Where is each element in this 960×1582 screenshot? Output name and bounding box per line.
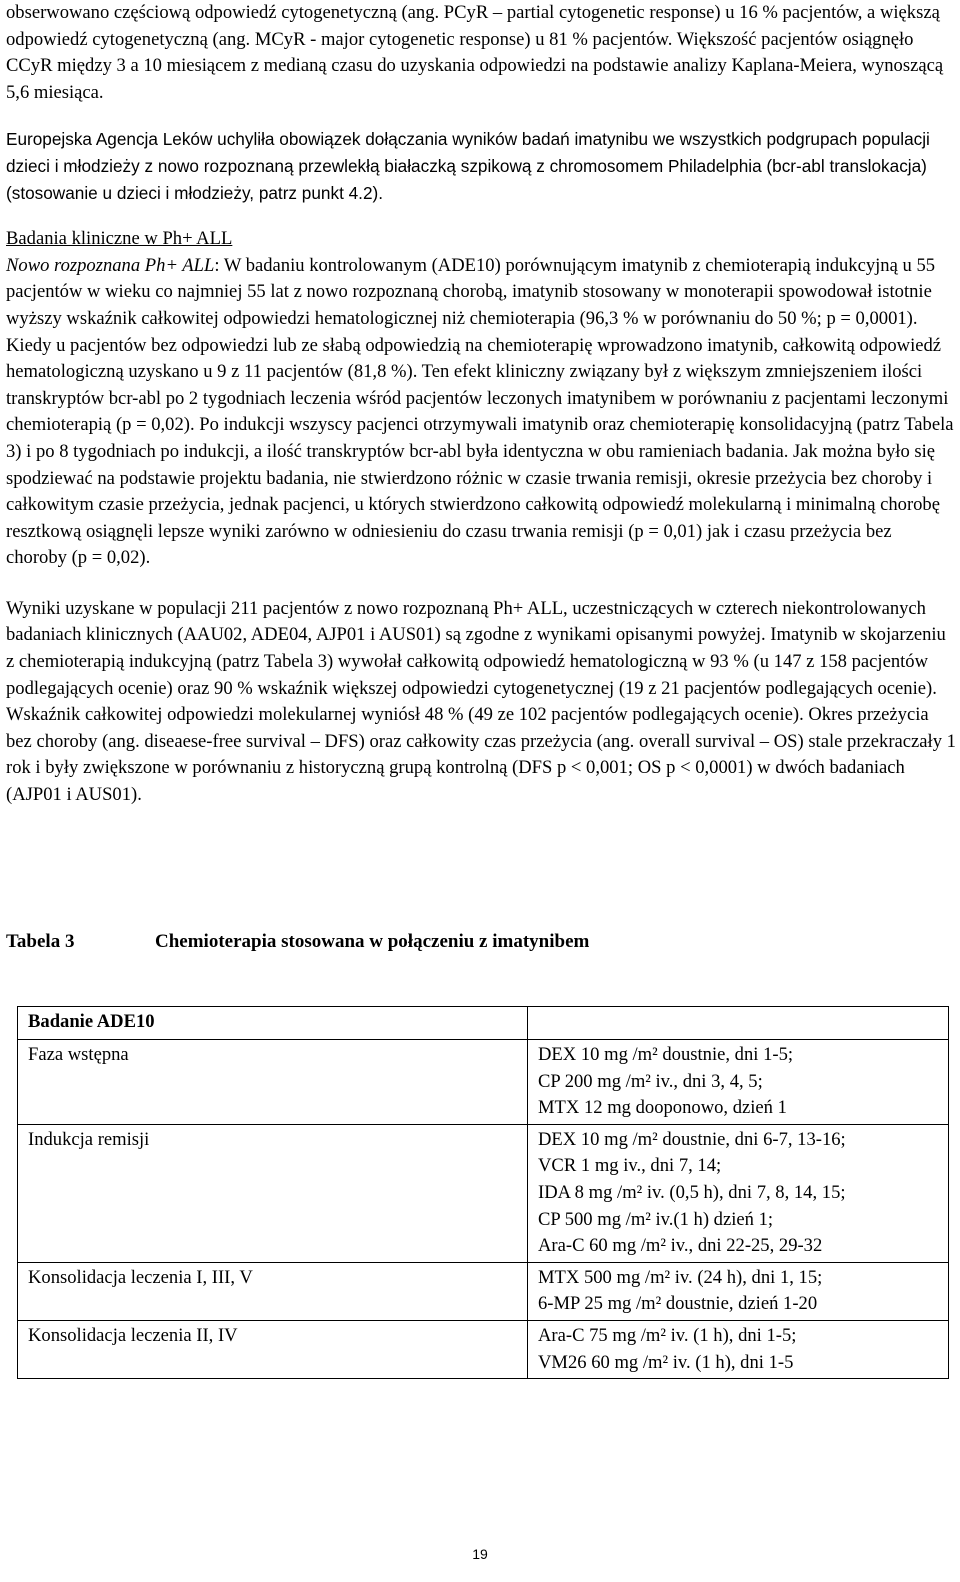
chemotherapy-table xyxy=(17,1006,949,1379)
table-header-empty-cell xyxy=(528,1007,948,1039)
table-row xyxy=(18,1040,948,1125)
document-page xyxy=(6,0,956,809)
phase-cell: Faza wstępna xyxy=(18,1040,528,1124)
regimen-line: MTX 12 mg dooponowo, dzień 1 xyxy=(538,1097,787,1119)
regimen-cell xyxy=(528,1125,948,1262)
regimen-line: IDA 8 mg /m² iv. (0,5 h), dni 7, 8, 14, 15; xyxy=(538,1181,846,1203)
regimen-line: CP 200 mg /m² iv., dni 3, 4, 5; xyxy=(538,1070,763,1092)
table-row xyxy=(18,1125,948,1263)
paragraph-cytogenetic-response: obserwowano częściową odpowiedź cytogenetyczną (ang. PCyR – partial cytogenetic response) u 16 % pacjentów, a większą odpowiedź cytogenetyczną (ang. MCyR - major cytogenetic response) u 81 % pacjentów. Większość pacjentów osiągnęło CCyR między 3 a 10 miesiącem z medianą czasu do uzyskania odpowiedzi na podstawie analizy Kaplana-Meiera, wynoszącą 5,6 miesiąca. xyxy=(6,2,944,103)
regimen-line: MTX 500 mg /m² iv. (24 h), dni 1, 15; xyxy=(538,1266,823,1288)
regimen-cell xyxy=(528,1321,948,1378)
paragraph-ema-waiver: Europejska Agencja Leków uchyliła obowiązek dołączania wyników badań imatynibu we wszystkich podgrupach populacji dzieci i młodzieży z nowo rozpoznaną przewlekłą białaczką szpikową z chromosomem Philadelphia (bcr-abl translokacja) (stosowanie u dzieci i młodzieży, patrz punkt 4.2). xyxy=(6,129,930,203)
section-heading: Badania kliniczne w Ph+ ALL xyxy=(6,228,233,250)
regimen-line: DEX 10 mg /m² doustnie, dni 1-5; xyxy=(538,1044,794,1065)
table-title: Chemioterapia stosowana w połączeniu z imatynibem xyxy=(155,931,590,952)
paragraph-ade10-study xyxy=(6,253,956,572)
table-header-row xyxy=(18,1007,948,1040)
table-row xyxy=(18,1321,948,1379)
paragraph-lead-italic: Nowo rozpoznana Ph+ ALL xyxy=(6,254,215,276)
table-row xyxy=(18,1263,948,1321)
regimen-line: 6-MP 25 mg /m² doustnie, dzień 1-20 xyxy=(538,1293,818,1315)
phase-cell: Konsolidacja leczenia I, III, V xyxy=(18,1263,528,1320)
table-number: Tabela 3 xyxy=(6,931,75,952)
table-header-cell: Badanie ADE10 xyxy=(18,1007,528,1039)
regimen-line: VM26 60 mg /m² iv. (1 h), dni 1-5 xyxy=(538,1351,794,1373)
table-body xyxy=(18,1040,948,1379)
regimen-cell xyxy=(528,1263,948,1320)
regimen-line: VCR 1 mg iv., dni 7, 14; xyxy=(538,1155,722,1177)
regimen-line: Ara-C 75 mg /m² iv. (1 h), dni 1-5; xyxy=(538,1324,797,1346)
regimen-line: DEX 10 mg /m² doustnie, dni 6-7, 13-16; xyxy=(538,1128,846,1150)
phase-cell: Konsolidacja leczenia II, IV xyxy=(18,1321,528,1378)
page-number: 19 xyxy=(472,1546,488,1562)
regimen-line: Ara-C 60 mg /m² iv., dni 22-25, 29-32 xyxy=(538,1235,823,1257)
paragraph-ade10-body: : W badaniu kontrolowanym (ADE10) porównującym imatynib z chemioterapią indukcyjną u 55 pacjentów w wieku co najmniej 55 lat z nowo rozpoznaną chorobą, imatynib stosowany w monoterapii spowodował istotnie wyższy wskaźnik całkowitej odpowiedzi hematologicznej niż chemioterapia (96,3 % w porównaniu do 50 %; p = 0,0001). Kiedy u pacjentów bez odpowiedzi lub ze słabą odpowiedzią na chemioterapię wprowadzono imatynib, całkowitą odpowiedź hematologiczną uzyskano u 9 z 11 pacjentów (81,8 %). Ten efekt kliniczny związany był z większym zmniejszeniem ilości transkryptów bcr-abl po 2 tygodniach leczenia wśród pacjentów leczonych imatynibem w porównaniu z pacjentami leczonymi chemioterapią (p = 0,02). Po indukcji wszyscy pacjenci otrzymywali imatynib oraz chemioterapię konsolidacyjną (patrz Tabela 3) i po 8 tygodniach po indukcji, a ilość transkryptów bcr-abl była identyczna w obu ramieniach badania. Jak można było się spodziewać na podstawie projektu badania, nie stwierdzono różnic w czasie trwania remisji, okresie przeżycia bez choroby i całkowitym czasie przeżycia, jednak pacjenci, u których stwierdzono całkowitą odpowiedź molekularną i minimalną chorobę resztkową osiągnęli lepsze wyniki zarówno w odniesieniu do czasu trwania remisji (p = 0,01) jak i czasu przeżycia bez choroby (p = 0,02). xyxy=(6,254,954,569)
paragraph-211-patients: Wyniki uzyskane w populacji 211 pacjentów z nowo rozpoznaną Ph+ ALL, uczestniczących w czterech niekontrolowanych badaniach klinicznych (AAU02, ADE04, AJP01 i AUS01) są zgodne z wynikami opisanymi powyżej. Imatynib w skojarzeniu z chemioterapią indukcyjną (patrz Tabela 3) wywołał całkowitą odpowiedź hematologiczną w 93 % (u 147 z 158 pacjentów podlegających ocenie) oraz 90 % wskaźnik większej odpowiedzi cytogenetycznej (19 z 21 pacjentów podlegających ocenie). Wskaźnik całkowitej odpowiedzi molekularnej wyniósł 48 % (49 ze 102 pacjentów podlegających ocenie). Okres przeżycia bez choroby (ang. diseaese-free survival – DFS) oraz całkowity czas przeżycia (ang. overall survival – OS) stale przekraczały 1 rok i były zwiększone w porównaniu z historyczną grupą kontrolną (DFS p < 0,001; OS p < 0,0001) w dwóch badaniach (AJP01 i AUS01). xyxy=(6,597,956,806)
regimen-line: CP 500 mg /m² iv.(1 h) dzień 1; xyxy=(538,1208,774,1230)
phase-cell: Indukcja remisji xyxy=(18,1125,528,1262)
regimen-cell xyxy=(528,1040,948,1124)
